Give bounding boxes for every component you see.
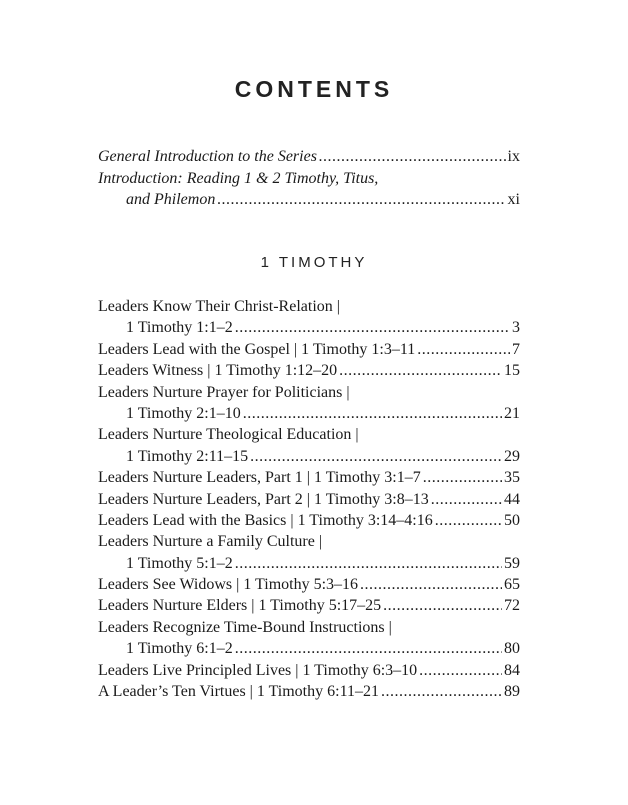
toc-entry-line (98, 660, 520, 681)
page-number: 84 (504, 661, 520, 679)
toc-entry-line (98, 317, 520, 338)
toc-entry-title: Leaders Lead with the Basics | 1 Timothy 3:14–4:16 (98, 511, 433, 529)
chapter-list (98, 296, 520, 702)
toc-entry-title: Leaders Recognize Time-Bound Instructions | (98, 618, 392, 636)
toc-entry-title: Leaders Lead with the Gospel | 1 Timothy 1:3–11 (98, 340, 416, 358)
dot-leader (431, 489, 502, 510)
front-matter-list (98, 146, 520, 211)
page-number: 50 (504, 511, 520, 529)
page-number: ix (507, 148, 520, 165)
toc-entry (98, 424, 520, 467)
toc-entry (98, 510, 520, 531)
dot-leader (250, 446, 502, 467)
dot-leader (217, 189, 505, 211)
toc-entry-line (98, 553, 520, 574)
toc-entry-line (98, 595, 520, 616)
toc-entry (98, 168, 520, 211)
page-number: 65 (504, 576, 520, 594)
toc-entry-title: Leaders Know Their Christ-Relation | (98, 298, 340, 315)
dot-leader (319, 146, 506, 168)
toc-entry-title: 1 Timothy 6:1–2 (126, 640, 233, 658)
toc-entry-title: 1 Timothy 2:11–15 (126, 447, 249, 465)
page-number: 21 (504, 404, 520, 422)
dot-leader (235, 638, 502, 659)
section-heading: 1 TIMOTHY (260, 254, 368, 271)
toc-entry (98, 681, 520, 702)
dot-leader (235, 317, 510, 338)
page-number: 59 (504, 554, 520, 572)
dot-leader (383, 595, 502, 616)
toc-entry-title: Leaders Nurture Leaders, Part 2 | 1 Timothy 3:8–13 (98, 490, 429, 508)
page-number: 7 (512, 340, 520, 358)
toc-entry-line (98, 382, 520, 403)
page-number: 89 (504, 683, 520, 701)
toc-entry-line (98, 446, 520, 467)
dot-leader (339, 360, 502, 381)
dot-leader (243, 403, 502, 424)
toc-entry-line (98, 360, 520, 381)
page-number: 15 (504, 362, 520, 380)
toc-entry (98, 574, 520, 595)
toc-entry (98, 360, 520, 381)
toc-entry (98, 531, 520, 574)
toc-entry-line (98, 617, 520, 638)
toc-entry (98, 146, 520, 168)
dot-leader (423, 467, 502, 488)
toc-entry-title: Leaders Live Principled Lives | 1 Timothy 6:3–10 (98, 661, 418, 679)
toc-entry-title: Leaders Nurture Theological Education | (98, 426, 359, 444)
toc-entry (98, 296, 520, 339)
toc-entry-line (98, 467, 520, 488)
toc-entry-title: Introduction: Reading 1 & 2 Timothy, Titus, (98, 169, 379, 187)
toc-entry-title: and Philemon (126, 191, 216, 208)
toc-entry (98, 660, 520, 681)
toc-entry-line (98, 531, 520, 552)
toc-entry-line (98, 489, 520, 510)
toc-entry (98, 382, 520, 425)
toc-entry-line (98, 638, 520, 659)
toc-entry-line (98, 510, 520, 531)
toc-entry-title: Leaders Nurture Leaders, Part 1 | 1 Timothy 3:1–7 (98, 469, 421, 487)
page-title: CONTENTS (234, 76, 394, 102)
dot-leader (435, 510, 502, 531)
page-number: 72 (504, 597, 520, 615)
toc-entry-line (98, 146, 520, 168)
toc-entry-title: 1 Timothy 1:1–2 (126, 319, 233, 337)
toc-entry-line (98, 403, 520, 424)
toc-entry (98, 339, 520, 360)
toc-entry-title: 1 Timothy 2:1–10 (126, 404, 241, 422)
toc-entry-title: 1 Timothy 5:1–2 (126, 554, 233, 572)
toc-entry-line (98, 189, 520, 211)
toc-entry-title: Leaders Nurture a Family Culture | (98, 533, 323, 551)
toc-entry-line (98, 168, 520, 190)
toc-entry-line (98, 574, 520, 595)
toc-entry-title: Leaders See Widows | 1 Timothy 5:3–16 (98, 576, 359, 594)
toc-entry-line (98, 424, 520, 445)
dot-leader (417, 339, 510, 360)
page-number: 80 (504, 640, 520, 658)
dot-leader (360, 574, 502, 595)
toc-entry-title: Leaders Witness | 1 Timothy 1:12–20 (98, 362, 338, 380)
page-number: 44 (504, 490, 520, 508)
toc-entry-title: Leaders Nurture Elders | 1 Timothy 5:17–25 (98, 597, 382, 615)
page-number: 29 (504, 447, 520, 465)
toc-entry-title: A Leader’s Ten Virtues | 1 Timothy 6:11–21 (98, 683, 379, 701)
toc-entry (98, 617, 520, 660)
page-number: 35 (504, 469, 520, 487)
toc-entry-line (98, 296, 520, 317)
page-number: xi (507, 191, 520, 208)
toc-entry-title: General Introduction to the Series (98, 148, 317, 165)
toc-entry (98, 595, 520, 616)
toc-entry (98, 489, 520, 510)
toc-entry-line (98, 681, 520, 702)
dot-leader (235, 553, 502, 574)
toc-entry-title: Leaders Nurture Prayer for Politicians | (98, 383, 350, 401)
page-number: 3 (512, 319, 520, 337)
dot-leader (381, 681, 502, 702)
dot-leader (419, 660, 502, 681)
toc-entry-line (98, 339, 520, 360)
toc-entry (98, 467, 520, 488)
